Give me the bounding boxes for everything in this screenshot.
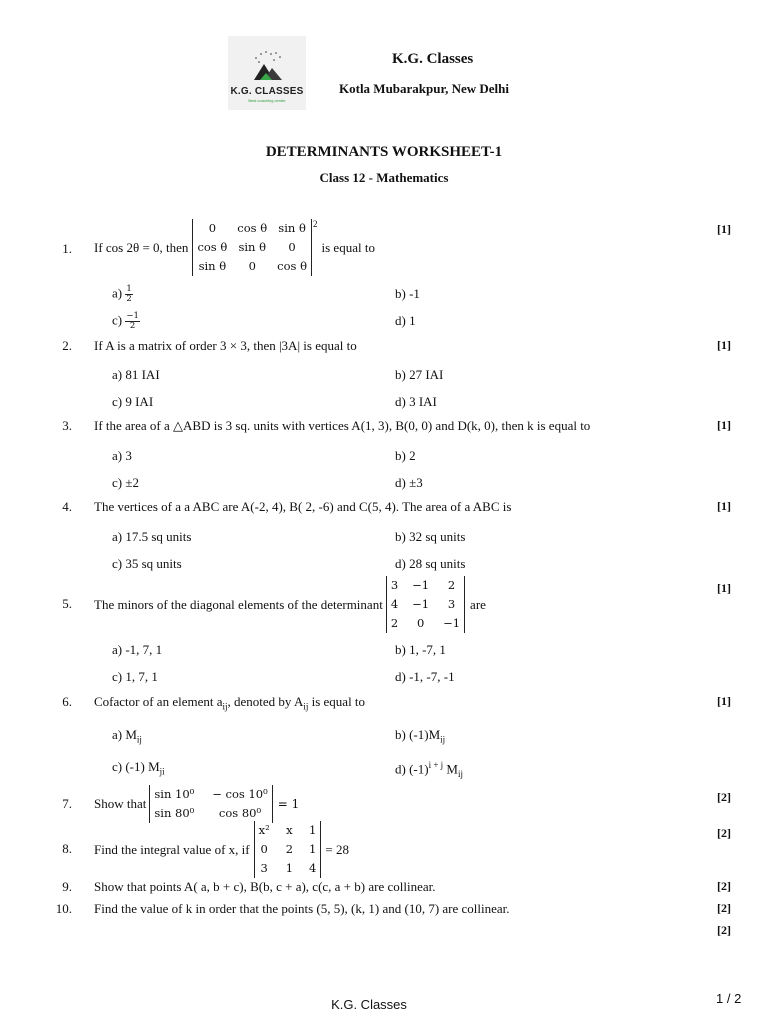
q5-cell: −1 [443,616,461,630]
option-text: a) M [112,727,137,742]
page-number: 1 / 2 [716,991,742,1006]
q10-number: 10. [55,901,72,916]
q7-marks: [2] [717,790,731,804]
institute-location: Kotla Mubarakpur, New Delhi [339,81,509,96]
q8-text-pre: Find the integral value of x, if [94,841,250,857]
q5-marks: [1] [717,581,731,595]
q11-marks: [2] [717,923,731,937]
q4-marks: [1] [717,499,731,513]
q1-text-pre: If cos 2θ = 0, then [94,239,189,255]
q8-cell: 1 [285,861,294,875]
q10-marks: [2] [717,901,731,915]
option-superscript: i + j [428,760,444,770]
q5-text-post: are [470,596,486,612]
option-subscript: ij [136,734,142,745]
q8-cell: 2 [285,842,294,856]
q5-cell: 2 [390,616,399,630]
q1-cell: 0 [208,221,217,235]
q7-cell: sin 10⁰ [154,787,195,801]
fraction-neg-half [125,312,140,331]
option-text: M [443,761,458,777]
q7-cell: sin 80⁰ [154,806,195,820]
q1-option-d[interactable]: d) 1 [395,313,416,328]
q1-cell: 0 [288,240,296,254]
q5-option-c[interactable]: c) 1, 7, 1 [112,669,158,684]
q5-cell: 2 [447,578,456,592]
q7-text-post: = 1 [277,797,300,811]
q7-cell: − cos 10⁰ [212,787,268,801]
fraction-numerator: −1 [126,311,139,321]
worksheet-title: DETERMINANTS WORKSHEET-1 [265,144,503,160]
q1-cell: sin θ [198,259,227,273]
q5-cell: −1 [412,578,430,592]
q8-text-post: = 28 [325,841,349,857]
det-bar-right [464,576,465,633]
q7-matrix [150,785,271,823]
q8-cell: 3 [260,861,268,875]
q7-statement [94,785,299,823]
q6-text-part: is equal to [308,694,366,709]
q5-determinant [386,576,465,633]
q5-option-a[interactable]: a) -1, 7, 1 [112,642,163,657]
q4-option-c[interactable]: c) 35 sq units [112,556,182,571]
q8-cell: 4 [309,861,317,875]
q4-number: 4. [62,499,72,514]
q5-cell: 3 [447,597,456,611]
q5-text-pre: The minors of the diagonal elements of the determinant [94,596,383,612]
q7-number: 7. [62,796,72,811]
q9-text: Show that points A( a, b + c), B(b, c + a), c(c, a + b) are collinear. [94,879,436,894]
fraction-denominator: 2 [126,294,132,304]
q8-cell: 0 [260,842,268,856]
q1-statement [94,219,375,276]
option-label: a) [112,285,123,301]
q1-power: 2 [313,219,318,229]
option-text: d) (-1) [395,761,429,777]
q8-cell: x [286,823,293,837]
q9-number: 9. [62,879,72,894]
option-text: c) (-1) M [112,759,160,774]
q5-option-d[interactable]: d) -1, -7, -1 [395,669,455,684]
q3-marks: [1] [717,418,731,432]
institute-name: K.G. Classes [392,51,474,67]
q1-cell: cos θ [197,240,228,254]
q6-option-b[interactable] [395,727,445,745]
q5-cell: 0 [416,616,425,630]
q1-determinant [192,219,312,276]
q3-option-c[interactable]: c) ±2 [112,475,139,490]
q1-number: 1. [62,241,72,256]
q1-option-c[interactable] [112,312,140,331]
q8-matrix [255,821,321,878]
q2-number: 2. [62,338,72,353]
q2-option-b[interactable]: b) 27 IAI [395,367,444,382]
q1-cell: sin θ [278,221,306,235]
q7-determinant [149,785,272,823]
fraction-denominator: 2 [129,321,136,331]
q3-option-d[interactable]: d) ±3 [395,475,423,490]
q4-text: The vertices of a a ABC are A(-2, 4), B( 2, -6) and C(5, 4). The area of a ABC is [94,499,512,514]
q1-cell: cos θ [277,259,308,273]
q5-cell: −1 [412,597,430,611]
logo-tagline: Best coaching center [248,98,286,103]
det-bar-right [272,785,273,823]
q2-marks: [1] [717,338,731,352]
q8-determinant [254,821,322,878]
option-subscript: ij [457,768,463,779]
q6-subscript: ij [222,701,228,712]
q2-option-d[interactable]: d) 3 IAI [395,394,437,409]
q6-subscript: ij [303,701,309,712]
q5-cell: 3 [390,578,399,592]
q7-text-pre: Show that [94,796,147,811]
q1-option-a[interactable] [112,285,133,304]
q3-number: 3. [62,418,72,433]
q6-text [94,694,365,712]
q2-option-c[interactable]: c) 9 IAI [112,394,154,409]
option-subscript: ij [440,734,446,745]
q6-option-a[interactable] [112,727,142,745]
q6-number: 6. [62,694,72,709]
q6-text-part: Cofactor of an element a [94,694,223,709]
q4-option-d[interactable]: d) 28 sq units [395,556,466,571]
q2-text: If A is a matrix of order 3 × 3, then |3A| is equal to [94,338,357,353]
q8-number: 8. [62,841,72,856]
q2-option-a[interactable]: a) 81 IAI [112,367,160,382]
fraction-half [125,285,132,304]
q8-statement [94,821,349,878]
worksheet-subtitle: Class 12 - Mathematics [319,170,449,185]
q1-marks: [1] [717,222,731,236]
q1-cell: sin θ [238,240,267,254]
q3-option-a[interactable]: a) 3 [112,448,132,463]
det-bar-right [320,821,321,878]
q6-text-part: , denoted by A [227,694,304,709]
q1-matrix [193,219,311,276]
q8-cell: x² [258,823,270,837]
q4-option-b[interactable]: b) 32 sq units [395,529,466,544]
q7-cell: cos 80⁰ [218,806,262,820]
q1-cell: cos θ [237,221,268,235]
q5-option-b[interactable]: b) 1, -7, 1 [395,642,446,657]
kg-classes-logo [228,36,306,110]
q6-marks: [1] [717,694,731,708]
q6-option-d[interactable] [395,760,463,779]
q1-cell: 0 [248,259,256,273]
q8-cell: 1 [309,823,317,837]
option-text: b) (-1)M [395,727,441,742]
q8-cell: 1 [309,842,317,856]
q5-number: 5. [62,596,72,611]
fraction-numerator: 1 [126,284,132,294]
q6-option-c[interactable] [112,759,165,777]
logo-text: K.G. CLASSES [230,86,304,97]
q3-text: If the area of a △ABD is 3 sq. units with vertices A(1, 3), B(0, 0) and D(k, 0), then k is equal to [94,418,591,433]
q5-statement [94,576,486,633]
q5-matrix [387,576,464,633]
q4-option-a[interactable]: a) 17.5 sq units [112,529,192,544]
det-bar-right [311,219,312,276]
q1-text-post: is equal to [321,239,375,255]
q9-marks: [2] [717,879,731,893]
q1-option-b[interactable]: b) -1 [395,286,420,301]
q8-marks: [2] [717,826,731,840]
q10-text: Find the value of k in order that the points (5, 5), (k, 1) and (10, 7) are collinear. [94,901,510,916]
option-subscript: ji [159,766,165,777]
q3-option-b[interactable]: b) 2 [395,448,416,463]
footer-center: K.G. Classes [331,997,407,1012]
option-label: c) [112,312,123,328]
q5-cell: 4 [390,597,399,611]
